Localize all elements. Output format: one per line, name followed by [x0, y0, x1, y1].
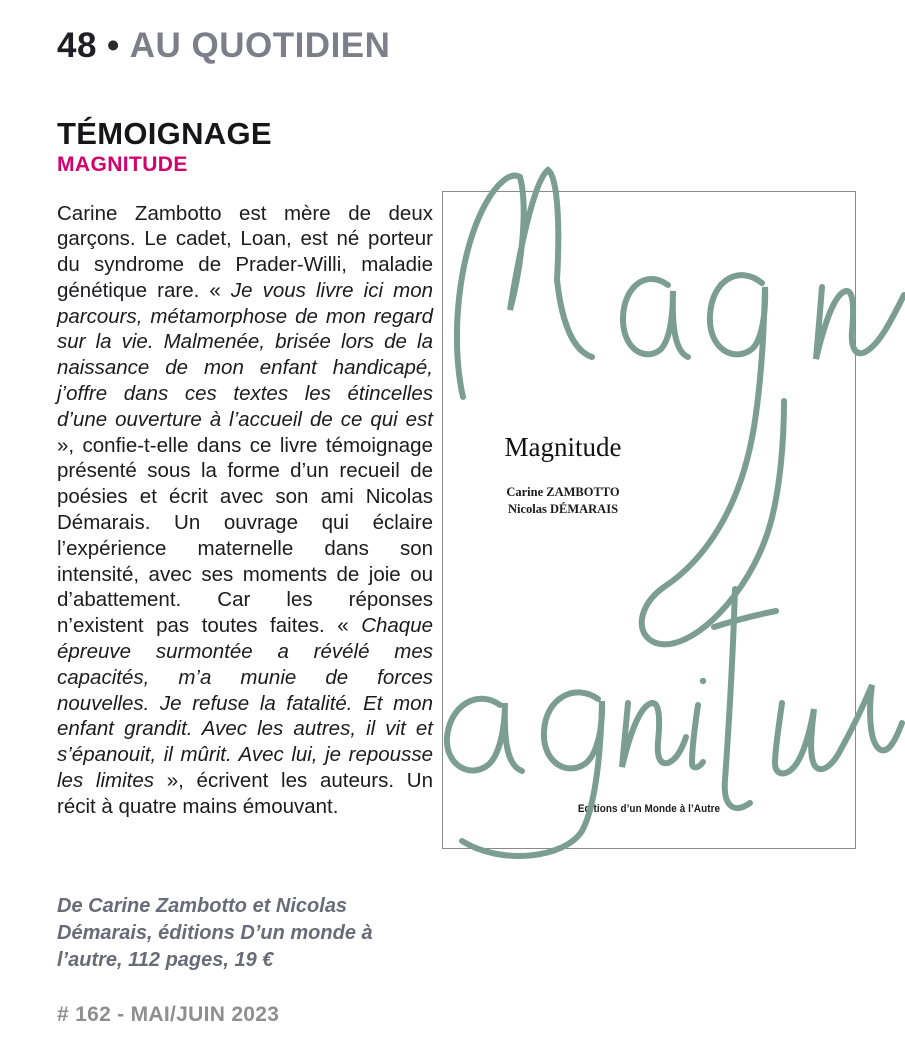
cover-author-1: Carine ZAMBOTTO — [506, 485, 620, 499]
bullet-separator: • — [106, 26, 120, 65]
body-segment: Chaque épreuve surmontée a révélé mes capacités, m’a munie de forces nouvelles. Je refuse la fatalité. Et mon enfant grandit. Avec les autres, il vit et s’épanouit, il mûrit. Avec lui, je repousse les limites — [57, 614, 433, 793]
cover-book-title: Magnitude — [504, 432, 622, 462]
body-segment: Je vous livre ici mon parcours, métamorphose de mon regard sur la vie. Malmenée, brisée lors de la naissance de mon enfant handicapé, j’offre dans ces textes les étincelles d’une ouverture à l’accueil de ce qui est — [57, 278, 433, 431]
article-body — [57, 201, 433, 820]
page-number: 48 — [57, 26, 97, 65]
body-segment: », confie-t-elle dans ce livre témoignage présenté sous la forme d’un recueil de poésies et écrit avec son ami Nicolas Démarais. Un ouvrage qui éclaire l’expérience maternelle dans son intensité, avec ses moments de joie ou d’abattement. Car les réponses n’existent pas toutes faites. « — [57, 433, 433, 638]
running-head — [57, 26, 390, 66]
book-credit-line: De Carine Zambotto et Nicolas Démarais, éditions D’un monde à l’autre, 112 pages, 19 € — [57, 895, 373, 971]
cover-author-2: Nicolas DÉMARAIS — [507, 502, 619, 516]
cover-authors — [463, 484, 663, 518]
cover-publisher: Editions d’un Monde à l’Autre — [577, 803, 721, 815]
book-cover — [442, 191, 856, 849]
section-name: AU QUOTIDIEN — [129, 26, 391, 65]
article-title: MAGNITUDE — [57, 153, 188, 176]
article-kicker: TÉMOIGNAGE — [57, 116, 272, 151]
body-segment: Carine Zambotto est mère de deux garçons. Le cadet, Loan, est né porteur du syndrome de Prader-Willi, maladie génétique rare. « — [57, 201, 433, 302]
body-segment: », écrivent les auteurs. Un récit à quatre mains émouvant. — [57, 769, 433, 818]
issue-footer: # 162 - MAI/JUIN 2023 — [57, 1003, 280, 1026]
